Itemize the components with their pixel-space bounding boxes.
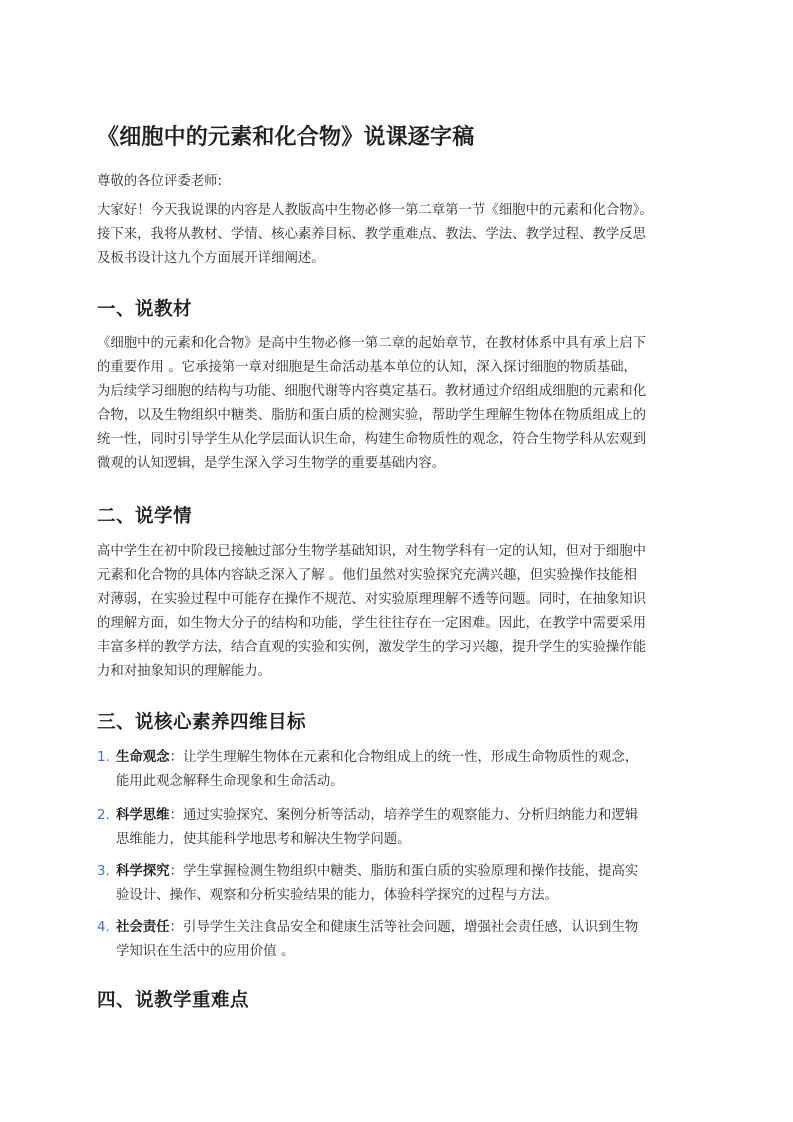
section-heading-core-literacy: 三、说核心素养四维目标	[97, 712, 307, 733]
learners-line: 高中学生在初中阶段已接触过部分生物学基础知识，对生物学科有一定的认知，但对于细胞中	[97, 544, 647, 559]
learners-line: 力和对抽象知识的理解能力。	[97, 664, 272, 679]
list-number: 2.	[97, 808, 110, 823]
list-item-term: 生命观念	[116, 750, 170, 765]
textbook-line: 为后续学习细胞的结构与功能、细胞代谢等内容奠定基石。教材通过介绍组成细胞的元素和化	[97, 384, 647, 399]
list-item-text: ：学生掌握检测生物组织中糖类、脂肪和蛋白质的实验原理和操作技能，提高实	[169, 864, 639, 879]
section-heading-textbook: 一、说教材	[97, 299, 193, 320]
list-item-line: 思维能力，使其能科学地思考和解决生物学问题。	[116, 832, 411, 847]
learners-line: 元素和化合物的具体内容缺乏深入了解 。他们虽然对实验探究充满兴趣，但实验操作技能相	[97, 568, 637, 583]
list-item-line	[116, 746, 638, 770]
textbook-line: 《细胞中的元素和化合物》是高中生物必修一第二章的起始章节，在教材体系中具有承上启下	[97, 336, 647, 351]
learners-line: 对薄弱，在实验过程中可能存在操作不规范、对实验原理理解不透等问题。同时，在抽象知识	[97, 592, 647, 607]
list-item-body	[116, 860, 638, 908]
list-item-term: 科学思维	[116, 808, 170, 823]
list-item-body	[116, 916, 638, 964]
list-item-text: ：通过实验探究、案例分析等活动，培养学生的观察能力、分析归纳能力和逻辑	[169, 808, 639, 823]
list-item-line	[116, 916, 638, 940]
list-number: 3.	[97, 864, 110, 879]
textbook-line: 的重要作用 。它承接第一章对细胞是生命活动基本单位的认知，深入探讨细胞的物质基础，	[97, 360, 637, 375]
list-number: 4.	[97, 920, 110, 935]
list-item-body	[116, 746, 638, 794]
section-heading-key-points: 四、说教学重难点	[97, 990, 250, 1011]
list-item-term: 科学探究	[116, 864, 170, 879]
greeting-paragraph	[97, 170, 222, 194]
list-item-text: ：让学生理解生物体在元素和化合物组成上的统一性，形成生命物质性的观念，	[169, 750, 639, 765]
list-item-line: 能用此观念解释生命现象和生命活动。	[116, 774, 344, 789]
greeting-line: 尊敬的各位评委老师:	[97, 174, 223, 189]
learners-line: 的理解方面，如生物大分子的结构和功能，学生往往存在一定困难。因此，在教学中需要采用	[97, 616, 647, 631]
learners-paragraph	[97, 540, 646, 684]
list-number: 1.	[97, 750, 110, 765]
textbook-paragraph	[97, 332, 646, 476]
list-item-line: 验设计、操作、观察和分析实验结果的能力，体验科学探究的过程与方法。	[116, 888, 558, 903]
intro-line: 及板书设计这九个方面展开详细阐述。	[97, 251, 325, 266]
list-item-text: ：引导学生关注食品安全和健康生活等社会问题，增强社会责任感，认识到生物	[169, 920, 639, 935]
list-item-term: 社会责任	[116, 920, 170, 935]
document-title: 《细胞中的元素和化合物》说课逐字稿	[97, 125, 475, 150]
list-item-line: 学知识在生活中的应用价值 。	[116, 944, 295, 959]
intro-paragraph	[97, 199, 653, 271]
textbook-line: 微观的认知逻辑，是学生深入学习生物学的重要基础内容。	[97, 456, 446, 471]
intro-line: 大家好！今天我说课的内容是人教版高中生物必修一第二章第一节《细胞中的元素和化合物》。	[97, 203, 653, 218]
list-item-line	[116, 860, 638, 884]
list-item-line	[116, 804, 638, 828]
list-item-body	[116, 804, 638, 852]
section-heading-learners: 二、说学情	[97, 506, 193, 527]
textbook-line: 合物，以及生物组织中糖类、脂肪和蛋白质的检测实验，帮助学生理解生物体在物质组成上的	[97, 408, 647, 423]
textbook-line: 统一性，同时引导学生从化学层面认识生命，构建生命物质性的观念，符合生物学科从宏观到	[97, 432, 647, 447]
learners-line: 丰富多样的教学方法，结合直观的实验和实例，激发学生的学习兴趣，提升学生的实验操作能	[97, 640, 647, 655]
intro-line: 接下来，我将从教材、学情、核心素养目标、教学重难点、教法、学法、教学过程、教学反思	[97, 227, 647, 242]
